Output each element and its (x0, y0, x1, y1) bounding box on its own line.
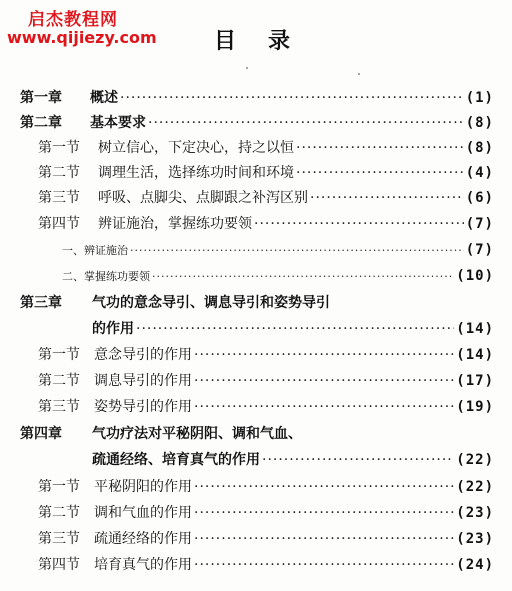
dot-leader (194, 397, 454, 417)
entry-title: 培育真气的作用 (94, 557, 192, 573)
watermark-site-name: 启杰教程网 (28, 10, 118, 30)
dot-leader (120, 88, 464, 108)
dot-leader (194, 555, 454, 575)
entry-title: 呼吸、点脚尖、点脚跟之补泻区别 (98, 190, 308, 206)
page-number: (24) (456, 557, 494, 573)
dot-leader (296, 138, 464, 158)
toc-entry-chapter[interactable] (20, 113, 494, 133)
toc-entry-section[interactable] (38, 371, 494, 391)
entry-title: 概述 (90, 90, 118, 106)
section-number: 第三节 (38, 531, 80, 547)
dot-leader (194, 529, 454, 549)
dot-leader (194, 477, 454, 497)
page-number: (14) (456, 347, 494, 363)
entry-title: 基本要求 (90, 115, 146, 131)
entry-title: 平秘阴阳的作用 (94, 479, 192, 495)
section-number: 第三节 (38, 399, 80, 415)
dot-leader (296, 163, 464, 183)
entry-title: 气功疗法对平秘阴阳、调和气血、 (92, 426, 302, 442)
toc-entry-chapter-continuation[interactable] (92, 319, 494, 339)
toc-entry-subsection[interactable] (62, 266, 494, 287)
section-number: 第二节 (38, 165, 80, 181)
chapter-number: 第三章 (20, 295, 62, 311)
toc-entry-section[interactable] (38, 138, 494, 158)
toc-entry-section[interactable] (38, 555, 494, 575)
entry-title: 树立信心，下定决心，持之以恒 (98, 140, 294, 156)
subsection-number: 二、 (62, 270, 84, 283)
page-number: (22) (456, 452, 494, 468)
toc-entry-section[interactable] (38, 345, 494, 365)
entry-title: 疏通经络的作用 (94, 531, 192, 547)
toc-entry-subsection[interactable] (62, 240, 494, 261)
section-number: 第二节 (38, 373, 80, 389)
dot-leader (130, 241, 464, 261)
dot-leader (194, 345, 454, 365)
page-number: (14) (456, 321, 494, 337)
section-number: 第一节 (38, 479, 80, 495)
chapter-number: 第四章 (20, 426, 62, 442)
entry-title: 调息导引的作用 (94, 373, 192, 389)
entry-title: 掌握练功要领 (84, 270, 150, 283)
toc-entry-chapter[interactable] (20, 293, 494, 313)
entry-title: 意念导引的作用 (94, 347, 192, 363)
section-number: 第四节 (38, 216, 80, 232)
page-number: (1) (465, 90, 494, 106)
page-number: (4) (465, 165, 494, 181)
dot-leader (152, 267, 454, 287)
entry-title: 姿势导引的作用 (94, 399, 192, 415)
toc-entry-section[interactable] (38, 214, 494, 234)
dot-leader (194, 371, 454, 391)
toc-entry-section[interactable] (38, 397, 494, 417)
chapter-number: 第二章 (20, 115, 62, 131)
page-title: 目录 (214, 29, 323, 54)
page-number: (23) (456, 531, 494, 547)
entry-title: 调理生活，选择练功时间和环境 (98, 165, 294, 181)
section-number: 第二节 (38, 505, 80, 521)
toc-entry-section[interactable] (38, 503, 494, 523)
entry-title: 疏通经络、培育真气的作用 (92, 452, 260, 468)
toc-entry-section[interactable] (38, 188, 494, 208)
page-number: (7) (465, 216, 494, 232)
entry-title: 辨证施治，掌握练功要领 (98, 216, 252, 232)
chapter-number: 第一章 (20, 90, 62, 106)
page-number: (19) (456, 399, 494, 415)
toc-entry-section[interactable] (38, 163, 494, 183)
dot-leader (148, 113, 464, 133)
page-number: (7) (465, 242, 494, 258)
dot-leader (254, 214, 464, 234)
page-number: (23) (456, 505, 494, 521)
toc-entry-chapter[interactable] (20, 424, 494, 444)
page-number: (10) (456, 268, 494, 284)
entry-title: 的作用 (92, 321, 134, 337)
page-number: (22) (456, 479, 494, 495)
entry-title: 辨证施治 (84, 244, 128, 257)
section-number: 第四节 (38, 557, 80, 573)
dot-leader (310, 188, 464, 208)
subsection-number: 一、 (62, 244, 84, 257)
toc-entry-chapter[interactable] (20, 88, 494, 108)
dot-leader (262, 450, 454, 470)
entry-title: 气功的意念导引、调息导引和姿势导引 (92, 295, 330, 311)
page-number: (8) (465, 140, 494, 156)
dot-leader (136, 319, 454, 339)
dot-leader (194, 503, 454, 523)
watermark-url: www.qijiezy.com (7, 28, 157, 47)
entry-title: 调和气血的作用 (94, 505, 192, 521)
toc-entry-section[interactable] (38, 529, 494, 549)
toc-entry-section[interactable] (38, 477, 494, 497)
section-number: 第三节 (38, 190, 80, 206)
page-number: (17) (456, 373, 494, 389)
page-number: (8) (465, 115, 494, 131)
page-number: (6) (465, 190, 494, 206)
section-number: 第一节 (38, 347, 80, 363)
toc-entry-chapter-continuation[interactable] (92, 450, 494, 470)
section-number: 第一节 (38, 140, 80, 156)
